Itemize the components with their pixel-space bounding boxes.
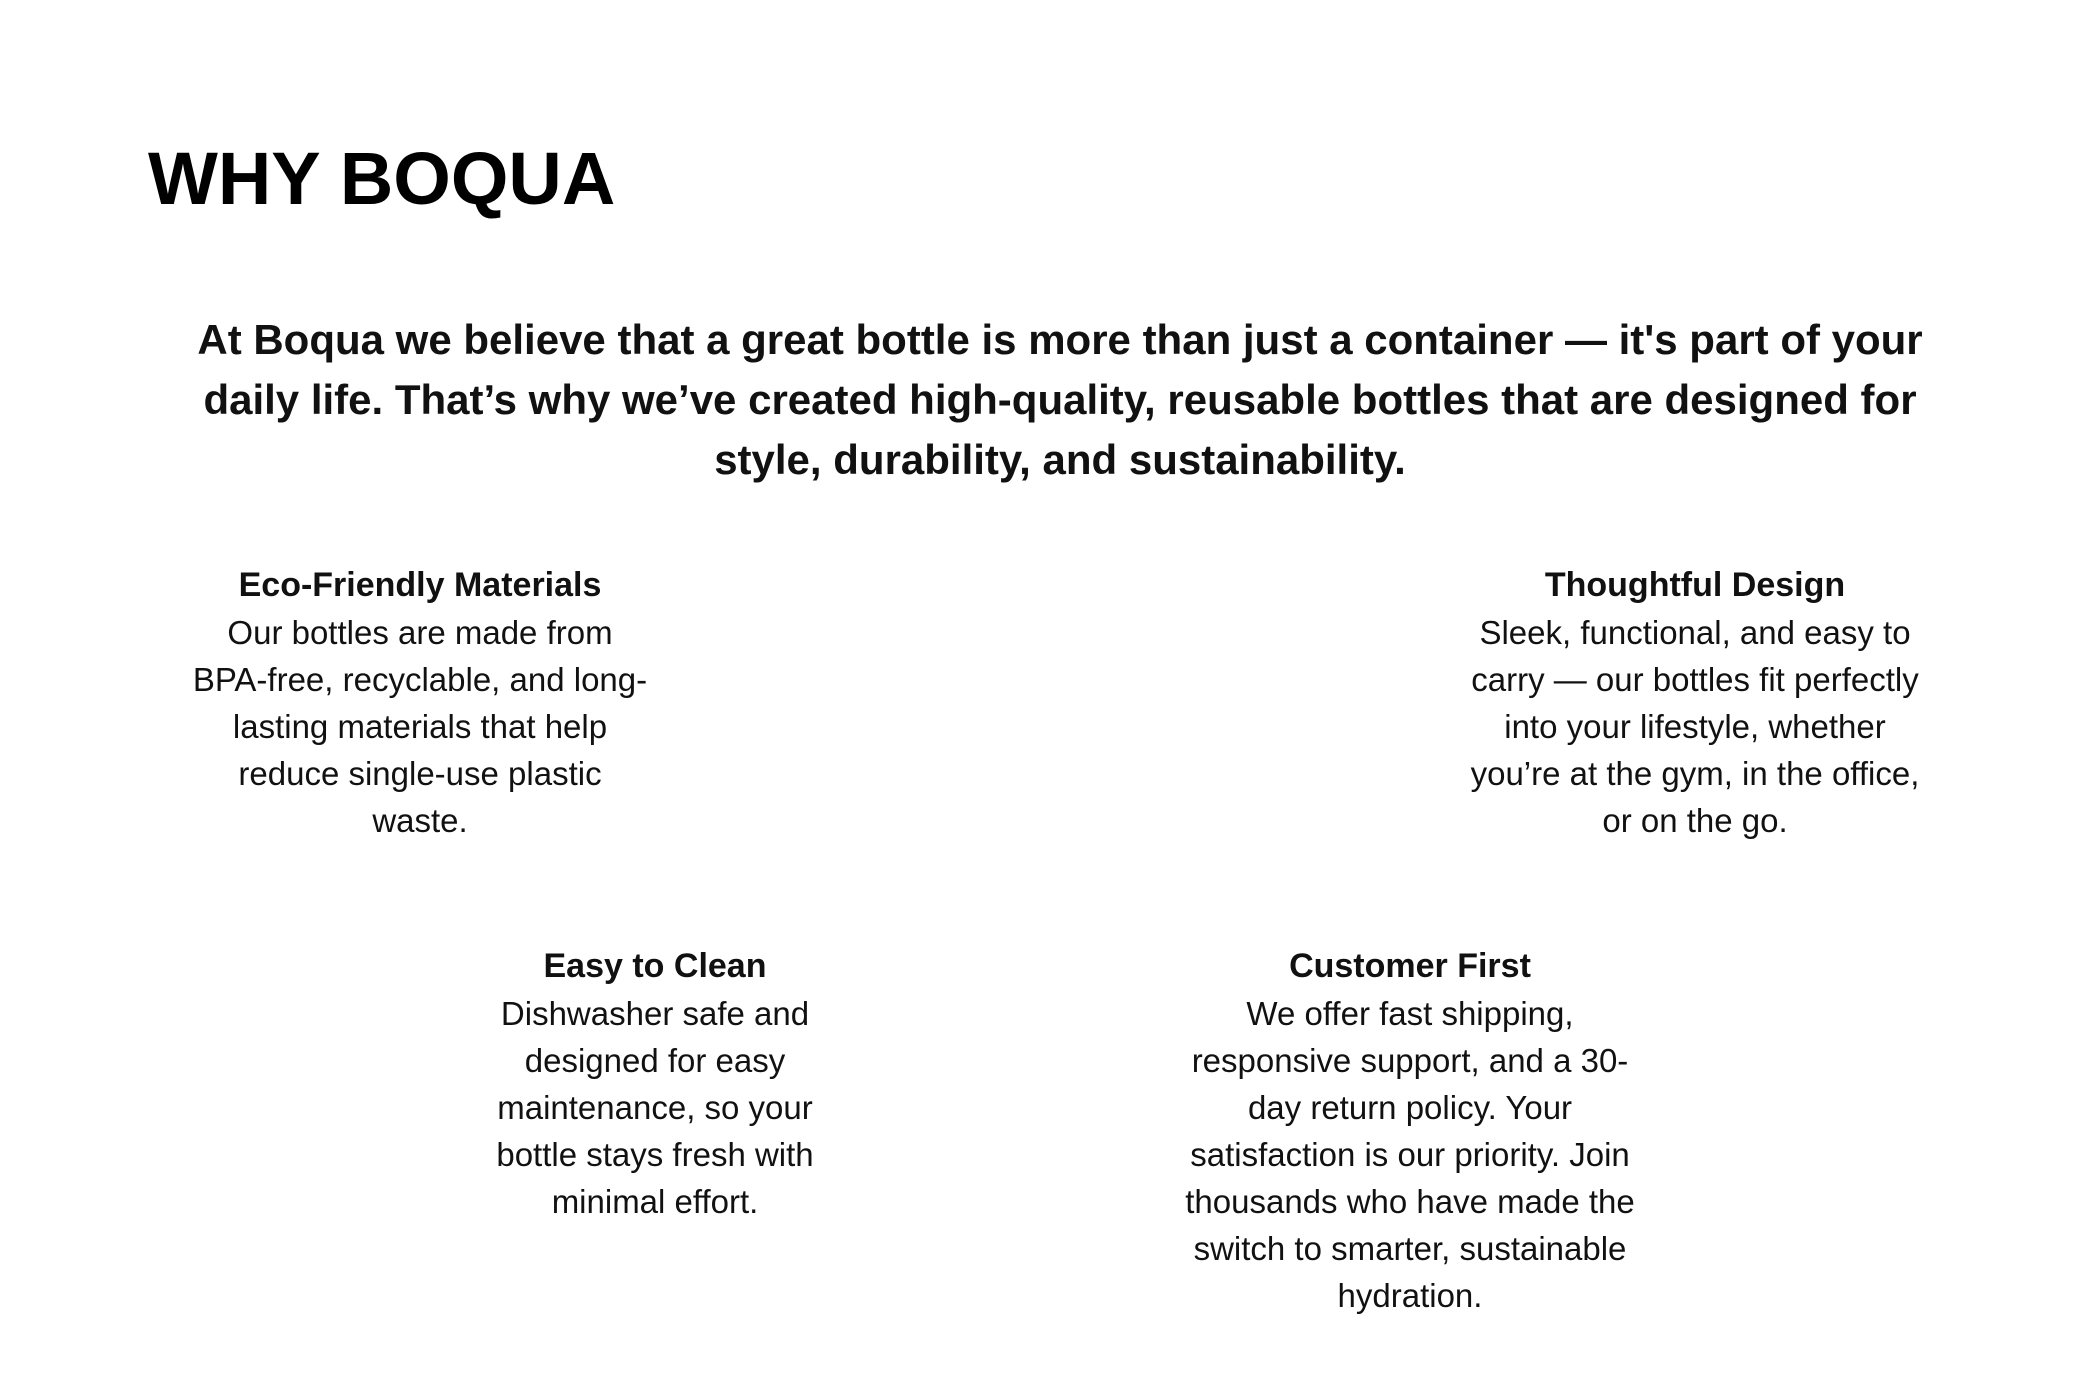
- feature-title: Thoughtful Design: [1544, 566, 1846, 604]
- feature-eco-friendly-materials: [190, 562, 650, 844]
- feature-easy-to-clean: [455, 943, 855, 1225]
- feature-thoughtful-design: [1460, 562, 1930, 844]
- feature-description: We offer fast shipping, responsive support, and a 30-day return policy. Your satisfaction is our priority. Join thousands who have made the switch to smarter, sustainable hydration.: [1185, 995, 1635, 1314]
- feature-title: Customer First: [1289, 947, 1531, 985]
- feature-title: Easy to Clean: [543, 947, 767, 985]
- section-title: WHY BOQUA: [148, 137, 616, 220]
- feature-customer-first: [1180, 943, 1640, 1319]
- intro-paragraph: At Boqua we believe that a great bottle is more than just a container — it's part of your daily life. That’s why we’ve created high-quality, reusable bottles that are designed for style, durability, and sustainability.: [197, 316, 1923, 483]
- feature-description: Sleek, functional, and easy to carry — our bottles fit perfectly into your lifestyle, whether you’re at the gym, in the office, or on the go.: [1470, 614, 1920, 839]
- feature-description: Dishwasher safe and designed for easy maintenance, so your bottle stays fresh with minimal effort.: [496, 995, 814, 1220]
- feature-title: Eco-Friendly Materials: [238, 566, 602, 604]
- feature-description: Our bottles are made from BPA-free, recyclable, and long-lasting materials that help reduce single-use plastic waste.: [192, 614, 648, 839]
